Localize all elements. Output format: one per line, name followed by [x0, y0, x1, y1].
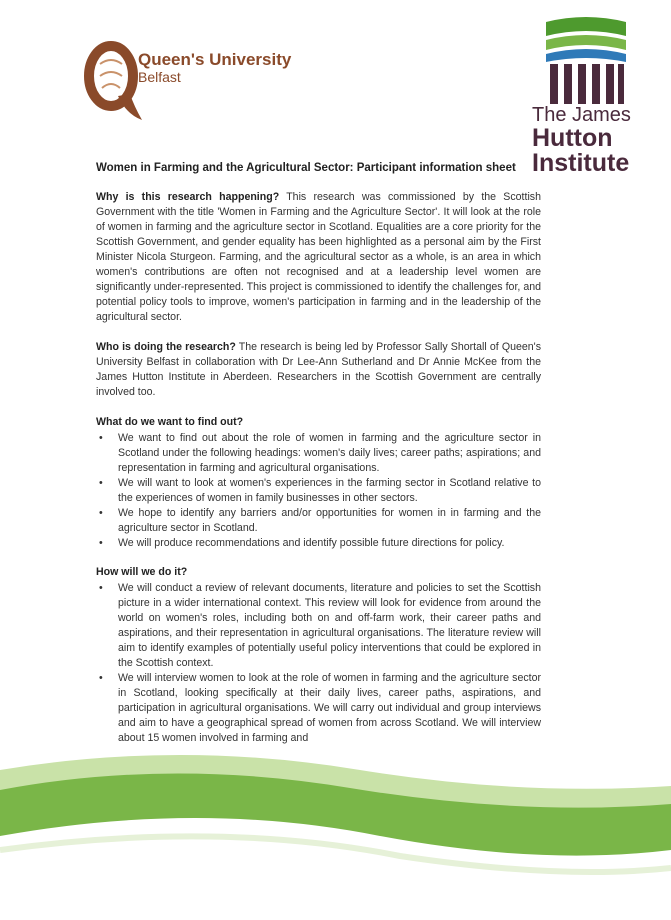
hutton-emblem-icon: [542, 14, 630, 106]
list-item: • We will conduct a review of relevant documents, literature and policies to set the Scottish picture in a wider international context. This review will look for evidence from around the world on women's roles, including both on and off-farm work, their career paths and aspirations, and their representation in agricultural organisations. The literature review will aim to identify examples of potentially useful policy interventions that could be explored in the Scottish context.: [96, 581, 541, 671]
why-paragraph: [96, 190, 541, 325]
how-list: [96, 581, 541, 746]
why-text: This research was commissioned by the Scottish Government with the title 'Women in Farming and the Agriculture Sector'. It will look at the role of women in farming and the agriculture sector in Scotland. Equalities are a core priority for the Scottish Government, and gender equality has been highlighted as a personal aim by the First Minister Nicola Sturgeon. Farming, and the agricultural sector as a whole, is an area in which women's contributions are often not recognised and at a leadership level women are significantly under-represented. This project is commissioned to identify the challenges for, and potential policy tools to improve, women's participation in farming and in the leadership of the agricultural sector.: [96, 191, 541, 323]
why-heading: Why is this research happening?: [96, 191, 280, 203]
list-item: • We will interview women to look at the role of women in farming and the agriculture sector in Scotland, looking specifically at their daily lives, career paths, aspirations, and participation in agricultural organisations. We will carry out individual and group interviews and aim to have a geographical spread of women from across Scotland. We will interview about 15 women involved in farming and: [96, 671, 541, 746]
who-heading: Who is doing the research?: [96, 341, 236, 353]
who-text: The research is being led by Professor Sally Shortall of Queen's University Belfast in collaboration with Dr Lee-Ann Sutherland and Dr Annie McKee from the James Hutton Institute in Aberdeen. Researchers in the Scottish Government are centrally involved too.: [96, 341, 541, 398]
document-body: [96, 190, 541, 754]
who-paragraph: [96, 340, 541, 400]
qub-subname: Belfast: [138, 69, 181, 85]
list-item: • We will want to look at women's experiences in the farming sector in Scotland relative to the experiences of women in family businesses in other sectors.: [96, 476, 541, 506]
list-item: • We want to find out about the role of women in farming and the agriculture sector in Scotland under the following headings: women's daily lives; career paths; aspirations; and representation in farming and agricultural organisations.: [96, 431, 541, 476]
qub-name: Queen's University: [138, 50, 292, 69]
hutton-name-line2: Hutton: [532, 124, 613, 152]
footer-wave-decoration: [0, 740, 671, 920]
what-list: [96, 431, 541, 551]
document-title: Women in Farming and the Agricultural Sector: Participant information sheet: [96, 162, 516, 174]
list-item: • We will produce recommendations and identify possible future directions for policy.: [96, 536, 541, 551]
hutton-name-line1: The James: [532, 104, 631, 126]
hutton-name-line3: Institute: [532, 149, 630, 177]
how-heading: How will we do it?: [96, 566, 188, 578]
what-heading: What do we want to find out?: [96, 416, 244, 428]
list-item: • We hope to identify any barriers and/or opportunities for women in in farming and the agriculture sector in Scotland.: [96, 506, 541, 536]
